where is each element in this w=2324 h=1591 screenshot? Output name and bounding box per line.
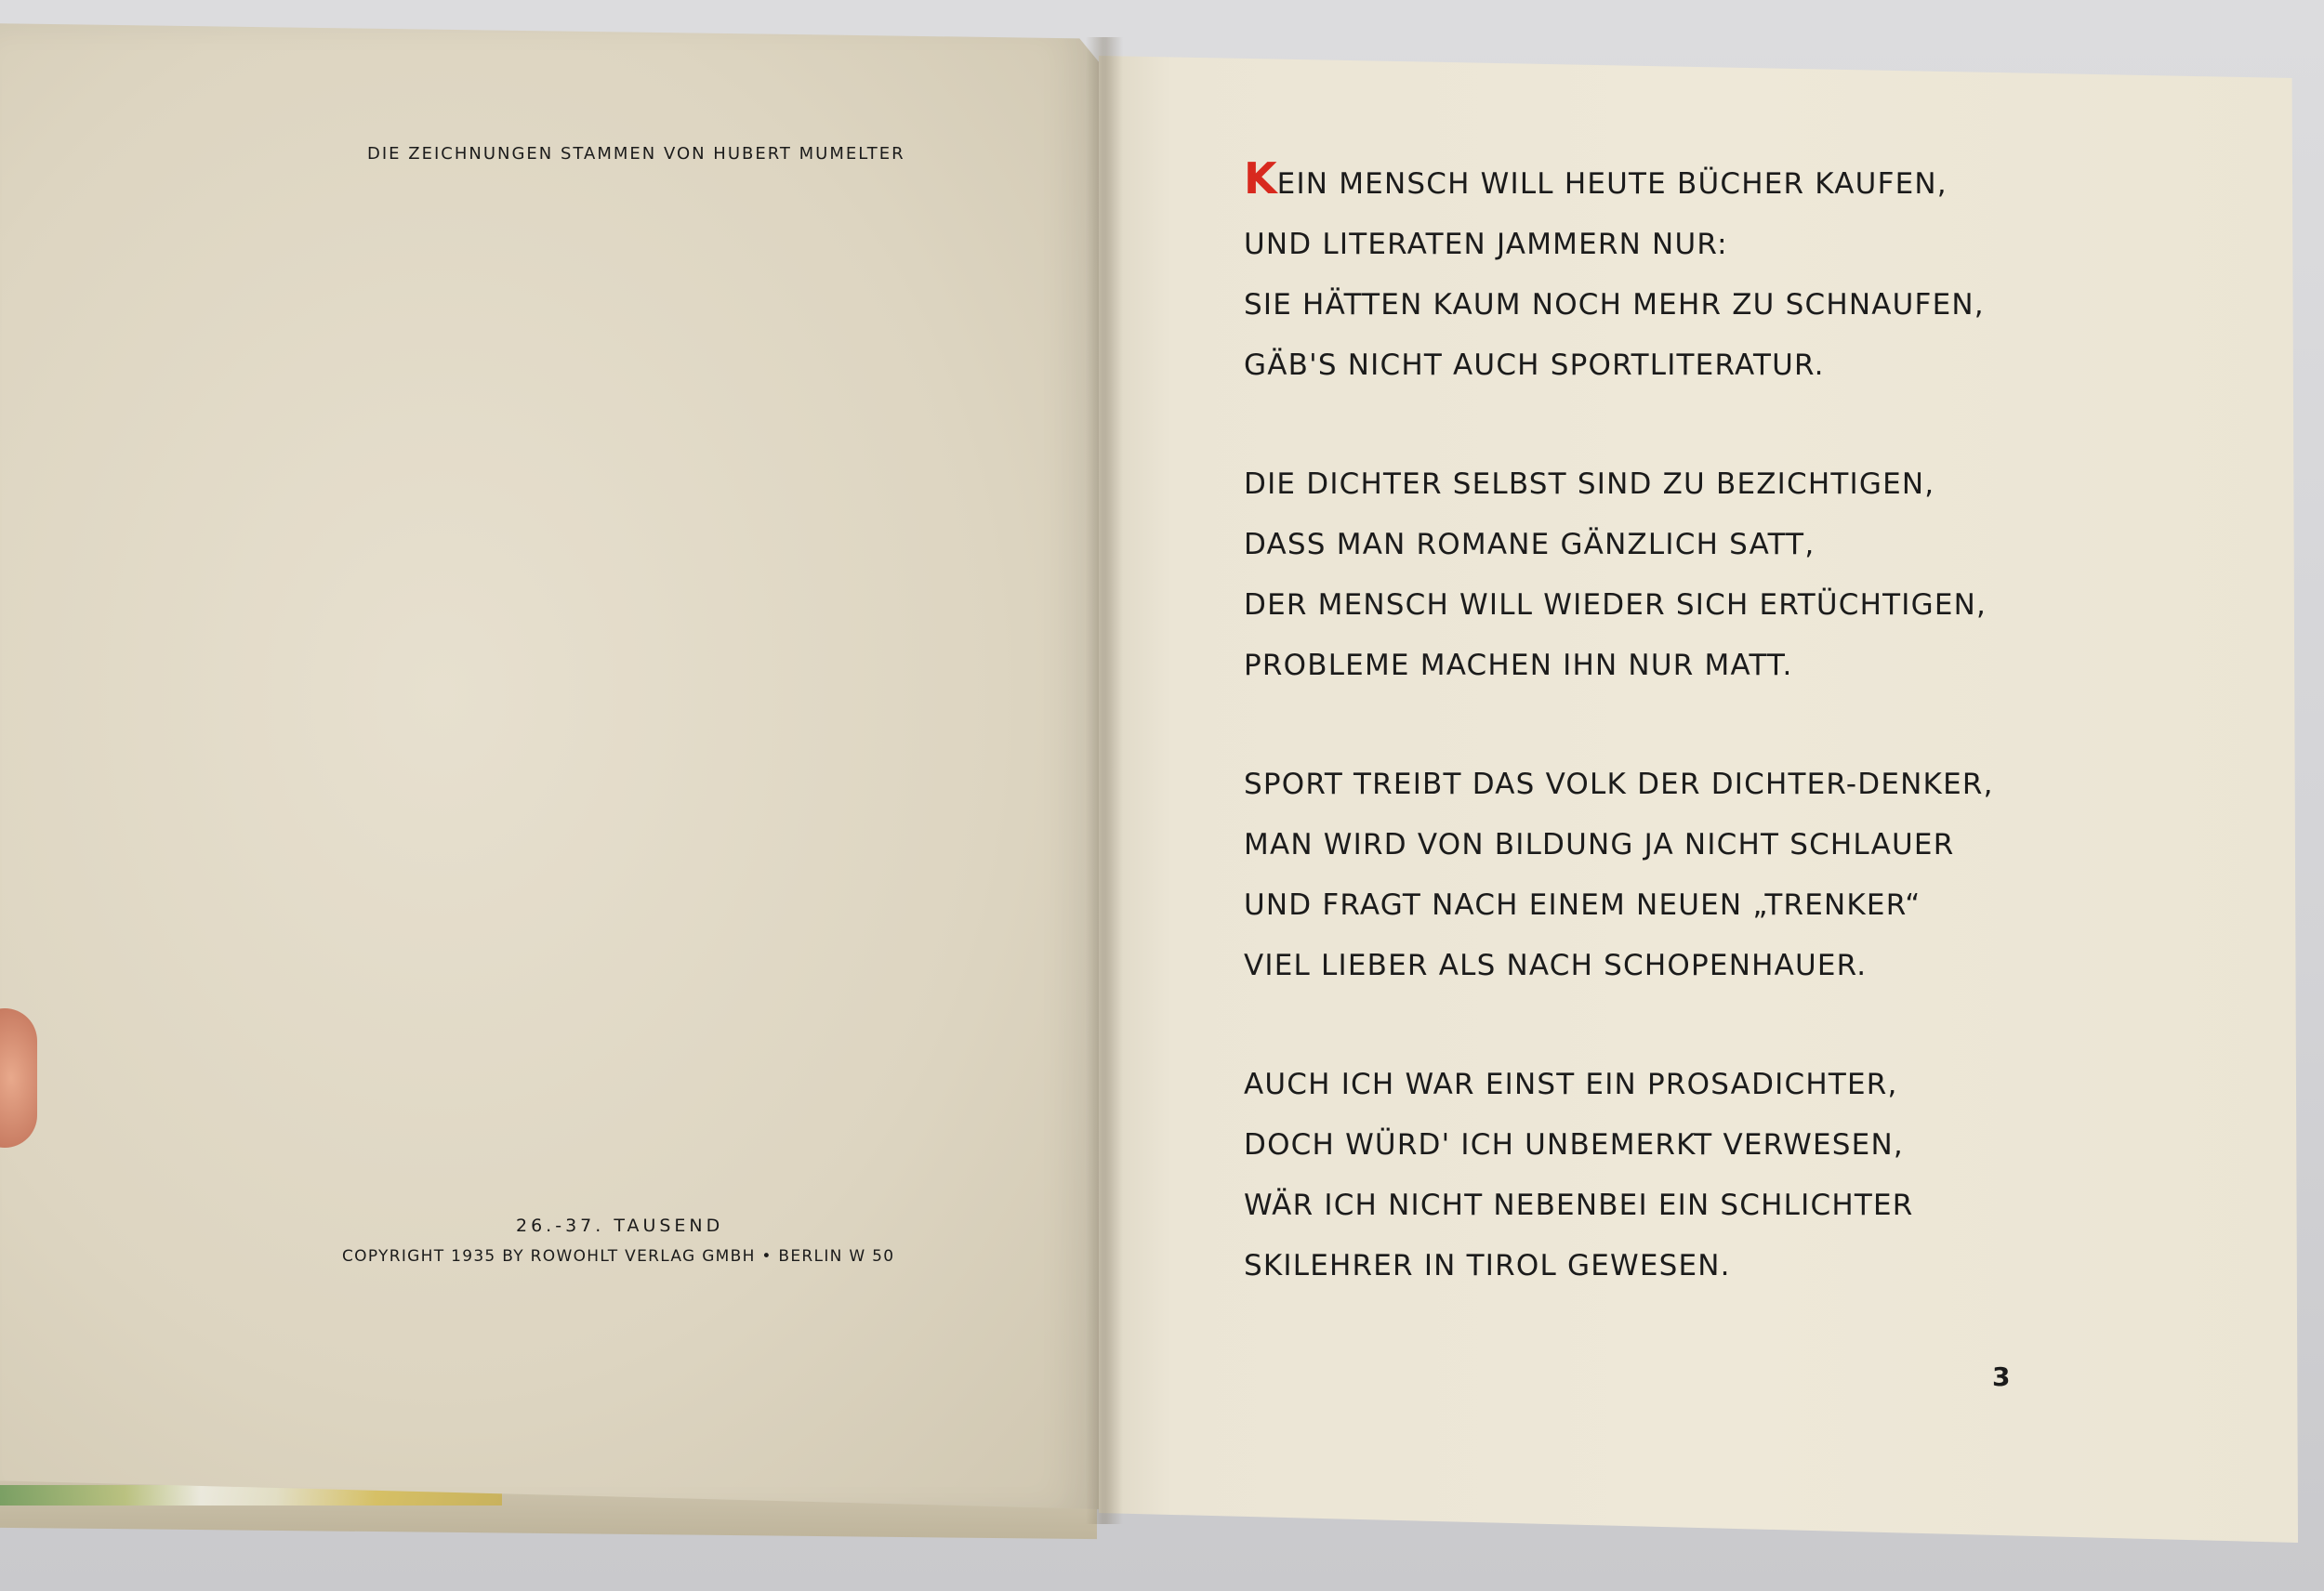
poem-line: SKILEHRER IN TIROL GEWESEN.	[1244, 1249, 1731, 1282]
edition-number: 26.-37. TAUSEND	[516, 1216, 724, 1236]
poem-line: UND LITERATEN JAMMERN NUR:	[1244, 228, 1728, 261]
stanza-2	[1244, 454, 2266, 696]
poem-line: AUCH ICH WAR EINST EIN PROSADICHTER,	[1244, 1068, 1898, 1101]
poem-line: UND FRAGT NACH EINEM NEUEN „TRENKER“	[1244, 888, 1921, 922]
book-gutter	[1086, 37, 1123, 1524]
poem-line: DER MENSCH WILL WIEDER SICH ERTÜCHTIGEN,	[1244, 588, 1987, 622]
poem-line: VIEL LIEBER ALS NACH SCHOPENHAUER.	[1244, 949, 1868, 982]
poem-line: SIE HÄTTEN KAUM NOCH MEHR ZU SCHNAUFEN,	[1244, 288, 1985, 322]
stanza-4	[1244, 1055, 2266, 1296]
poem	[1244, 149, 2266, 1355]
drop-cap: K	[1244, 153, 1277, 204]
poem-line: WÄR ICH NICHT NEBENBEI EIN SCHLICHTER	[1244, 1189, 1914, 1222]
poem-line	[1244, 149, 2266, 215]
poem-line: DASS MAN ROMANE GÄNZLICH SATT,	[1244, 528, 1816, 561]
left-page	[0, 20, 1102, 1517]
thumb	[0, 1008, 37, 1148]
poem-line: PROBLEME MACHEN IHN NUR MATT.	[1244, 649, 1793, 682]
poem-line: DOCH WÜRD' ICH UNBEMERKT VERWESEN,	[1244, 1128, 1904, 1162]
page-number: 3	[1992, 1361, 2011, 1392]
stanza-1	[1244, 149, 2266, 396]
poem-line: MAN WIRD VON BILDUNG JA NICHT SCHLAUER	[1244, 828, 1955, 861]
poem-line: SPORT TREIBT DAS VOLK DER DICHTER-DENKER,	[1244, 768, 1994, 801]
poem-line: DIE DICHTER SELBST SIND ZU BEZICHTIGEN,	[1244, 467, 1935, 501]
stanza-3	[1244, 755, 2266, 996]
poem-line-text: EIN MENSCH WILL HEUTE BÜCHER KAUFEN,	[1276, 167, 1948, 201]
illustration-credit: DIE ZEICHNUNGEN STAMMEN VON HUBERT MUMELTER	[367, 144, 905, 164]
copyright-line: COPYRIGHT 1935 BY ROWOHLT VERLAG GMBH • BERLIN W 50	[342, 1247, 895, 1266]
poem-line: GÄB'S NICHT AUCH SPORTLITERATUR.	[1244, 348, 1825, 382]
